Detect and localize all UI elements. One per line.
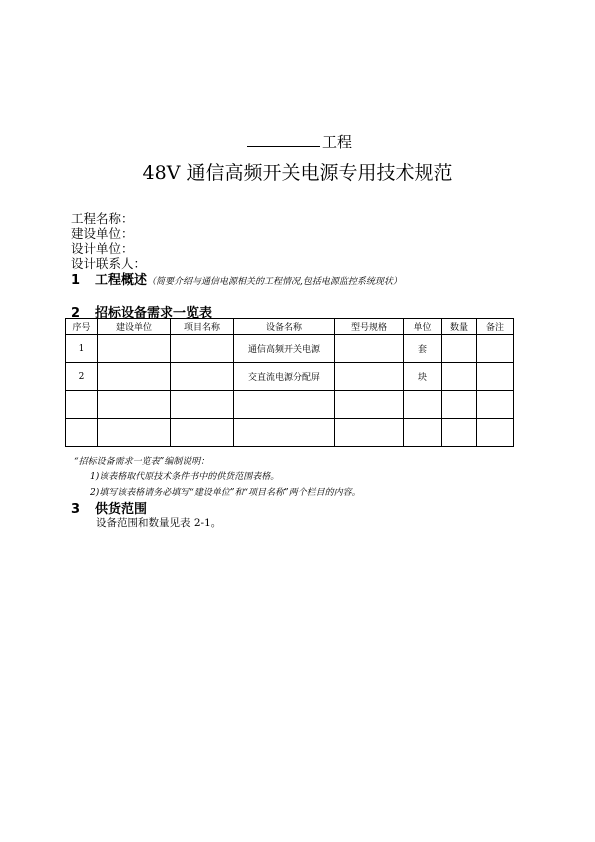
header-cell: 项目名称 <box>171 319 234 335</box>
section-title: 招标设备需求一览表 <box>95 306 213 321</box>
table-row <box>66 363 514 391</box>
section-number: 3 <box>71 502 81 517</box>
table-row <box>66 391 514 419</box>
table-cell <box>335 363 404 391</box>
table-row <box>66 419 514 447</box>
table-row <box>66 335 514 363</box>
header-cell: 备注 <box>477 319 514 335</box>
table-cell: 2 <box>66 363 98 391</box>
table-cell <box>335 419 404 447</box>
table-cell: 套 <box>404 335 442 363</box>
table-cell <box>442 419 477 447</box>
table-cell: 通信高频开关电源 <box>234 335 335 363</box>
header-cell: 设备名称 <box>234 319 335 335</box>
table-cell <box>404 391 442 419</box>
table-cell <box>234 391 335 419</box>
table-cell <box>234 419 335 447</box>
table-cell: 1 <box>66 335 98 363</box>
table-cell <box>477 419 514 447</box>
header-cell: 序号 <box>66 319 98 335</box>
table-explanation-item: 1)该表格取代原技术条件书中的供货范围表格。 <box>90 472 280 482</box>
section-number: 1 <box>71 273 81 288</box>
title-suffix: 工程 <box>322 133 353 151</box>
table-cell <box>98 391 171 419</box>
section-note: （简要介绍与通信电源相关的工程情况,包括电源监控系统现状） <box>147 277 402 287</box>
section-1-heading <box>71 269 402 288</box>
table-cell <box>171 335 234 363</box>
table-cell <box>442 335 477 363</box>
table-cell <box>335 391 404 419</box>
table-cell <box>477 391 514 419</box>
table-explanation-item: 2)填写该表格请务必填写“建设单位”和“项目名称”两个栏目的内容。 <box>90 488 361 498</box>
table-cell <box>66 391 98 419</box>
table-cell <box>98 335 171 363</box>
title-line <box>247 131 352 152</box>
field-design-unit: 设计单位： <box>71 241 134 256</box>
header-cell: 单位 <box>404 319 442 335</box>
header-cell: 数量 <box>442 319 477 335</box>
table-cell <box>171 391 234 419</box>
table-cell <box>171 419 234 447</box>
table-cell <box>335 335 404 363</box>
project-name-blank <box>247 132 320 147</box>
table-cell: 块 <box>404 363 442 391</box>
header-cell: 建设单位 <box>98 319 171 335</box>
header-cell: 型号规格 <box>335 319 404 335</box>
field-design-contact: 设计联系人： <box>71 256 147 271</box>
equipment-requirement-table <box>65 318 514 447</box>
page-title: 48V 通信高频开关电源专用技术规范 <box>142 162 453 184</box>
section-number: 2 <box>71 306 81 321</box>
table-header-row <box>66 319 514 335</box>
table-cell <box>171 363 234 391</box>
field-construction-unit: 建设单位： <box>71 226 134 241</box>
supply-scope-text: 设备范围和数量见表 2-1。 <box>96 517 222 529</box>
table-cell <box>66 419 98 447</box>
table-cell <box>442 363 477 391</box>
section-title: 工程概述 <box>95 273 148 288</box>
table-cell <box>404 419 442 447</box>
section-title: 供货范围 <box>95 502 148 517</box>
table-cell <box>477 363 514 391</box>
table-cell <box>98 419 171 447</box>
table-cell: 交直流电源分配屏 <box>234 363 335 391</box>
table-cell <box>442 391 477 419</box>
table-cell <box>477 335 514 363</box>
table-cell <box>98 363 171 391</box>
field-project-name: 工程名称： <box>71 211 134 226</box>
table-explanation-heading: “招标设备需求一览表”编制说明： <box>74 457 210 467</box>
